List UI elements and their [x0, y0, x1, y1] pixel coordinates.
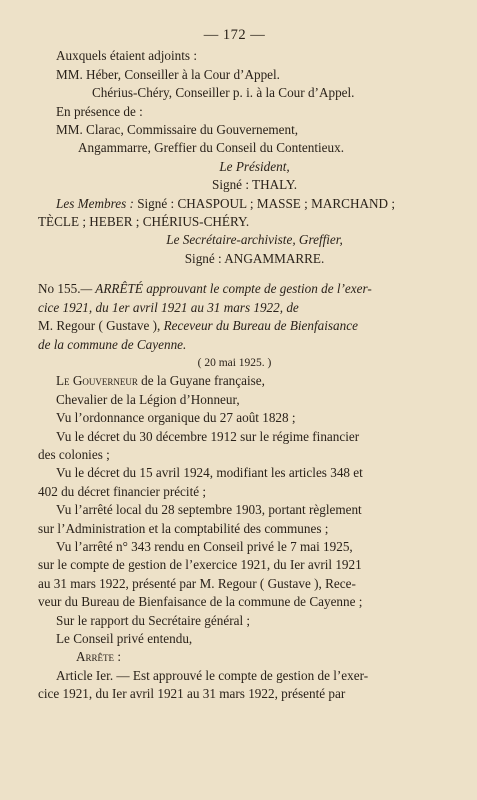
- gouverneur-title: Le Gouverneur: [56, 373, 138, 389]
- arrete-date: ( 20 mai 1925. ): [197, 356, 272, 369]
- vu-line: veur du Bureau de Bienfaisance de la commune de Cayenne ;: [38, 594, 363, 610]
- article-line: cice 1921, du Ier avril 1921 au 31 mars 1922, présenté par: [38, 686, 346, 702]
- arrete-word: Arrête :: [76, 649, 121, 665]
- vu-line: sur l’Administration et la comptabilité des communes ;: [38, 520, 329, 536]
- gouverneur-line: [38, 372, 431, 390]
- vu-line: au 31 mars 1922, présenté par M. Regour ( Gustave ), Rece-: [38, 575, 356, 591]
- arrete-heading-line: [38, 280, 431, 298]
- vu-line: Vu l’arrêté local du 28 septembre 1903, portant règlement: [56, 502, 362, 518]
- vu-line: sur le compte de gestion de l’exercice 1921, du Ier avril 1921: [38, 557, 362, 573]
- membres-line-2: TÈCLE ; HEBER ; CHÉRIUS-CHÉRY.: [38, 214, 250, 230]
- vu-line: Vu l’ordonnance organique du 27 août 1828 ;: [56, 410, 296, 426]
- gouverneur-region: de la Guyane française,: [137, 373, 265, 389]
- secretaire-title: Le Secrétaire-archiviste, Greffier,: [166, 232, 343, 248]
- vu-line: Vu le décret du 15 avril 1924, modifiant les articles 348 et: [56, 465, 363, 481]
- arrete-heading-line: [38, 317, 431, 335]
- presence-line: Angammarre, Greffier du Conseil du Contentieux.: [78, 140, 345, 156]
- presence-line: MM. Clarac, Commissaire du Gouvernement,: [56, 122, 299, 138]
- chevalier-line: Chevalier de la Légion d’Honneur,: [56, 391, 240, 407]
- page-number: — 172 —: [203, 27, 266, 43]
- rapport-line: Sur le rapport du Secrétaire général ;: [56, 612, 251, 628]
- membres-names: Signé : CHASPOUL ; MASSE ; MARCHAND ;: [133, 195, 395, 211]
- president-title: Le Président,: [219, 158, 290, 174]
- arrete-person: M. Regour ( Gustave ),: [38, 318, 164, 334]
- conseil-line: Le Conseil privé entendu,: [56, 631, 193, 646]
- vu-line: 402 du décret financier précité ;: [38, 483, 207, 499]
- adjoint-line: Chérius-Chéry, Conseiller p. i. à la Cour d’Appel.: [92, 85, 355, 101]
- presence-intro: En présence de :: [56, 103, 143, 119]
- arrete-heading-line: cice 1921, du 1er avril 1921 au 31 mars 1922, de: [38, 299, 299, 315]
- president-signature: Signé : THALY.: [211, 177, 297, 193]
- arrete-heading-line: de la commune de Cayenne.: [38, 336, 187, 352]
- arrete-role: Receveur du Bureau de Bienfaisance: [163, 318, 358, 334]
- arrete-number: No 155.: [38, 281, 81, 297]
- adjoints-intro: Auxquels étaient adjoints :: [56, 48, 198, 64]
- vu-line: Vu l’arrêté n° 343 rendu en Conseil privé le 7 mai 1925,: [56, 538, 353, 554]
- article-line: Article Ier. — Est approuvé le compte de gestion de l’exer-: [56, 667, 369, 683]
- arrete-heading: — ARRÊTÉ approuvant le compte de gestion de l’exer-: [80, 281, 372, 297]
- adjoint-line: MM. Héber, Conseiller à la Cour d’Appel.: [56, 66, 280, 82]
- membres-line: [38, 195, 431, 213]
- secretaire-signature: Signé : ANGAMMARRE.: [184, 250, 325, 266]
- vu-line: des colonies ;: [38, 446, 110, 462]
- membres-label: Les Membres :: [56, 195, 134, 211]
- vu-line: Vu le décret du 30 décembre 1912 sur le régime financier: [56, 428, 360, 444]
